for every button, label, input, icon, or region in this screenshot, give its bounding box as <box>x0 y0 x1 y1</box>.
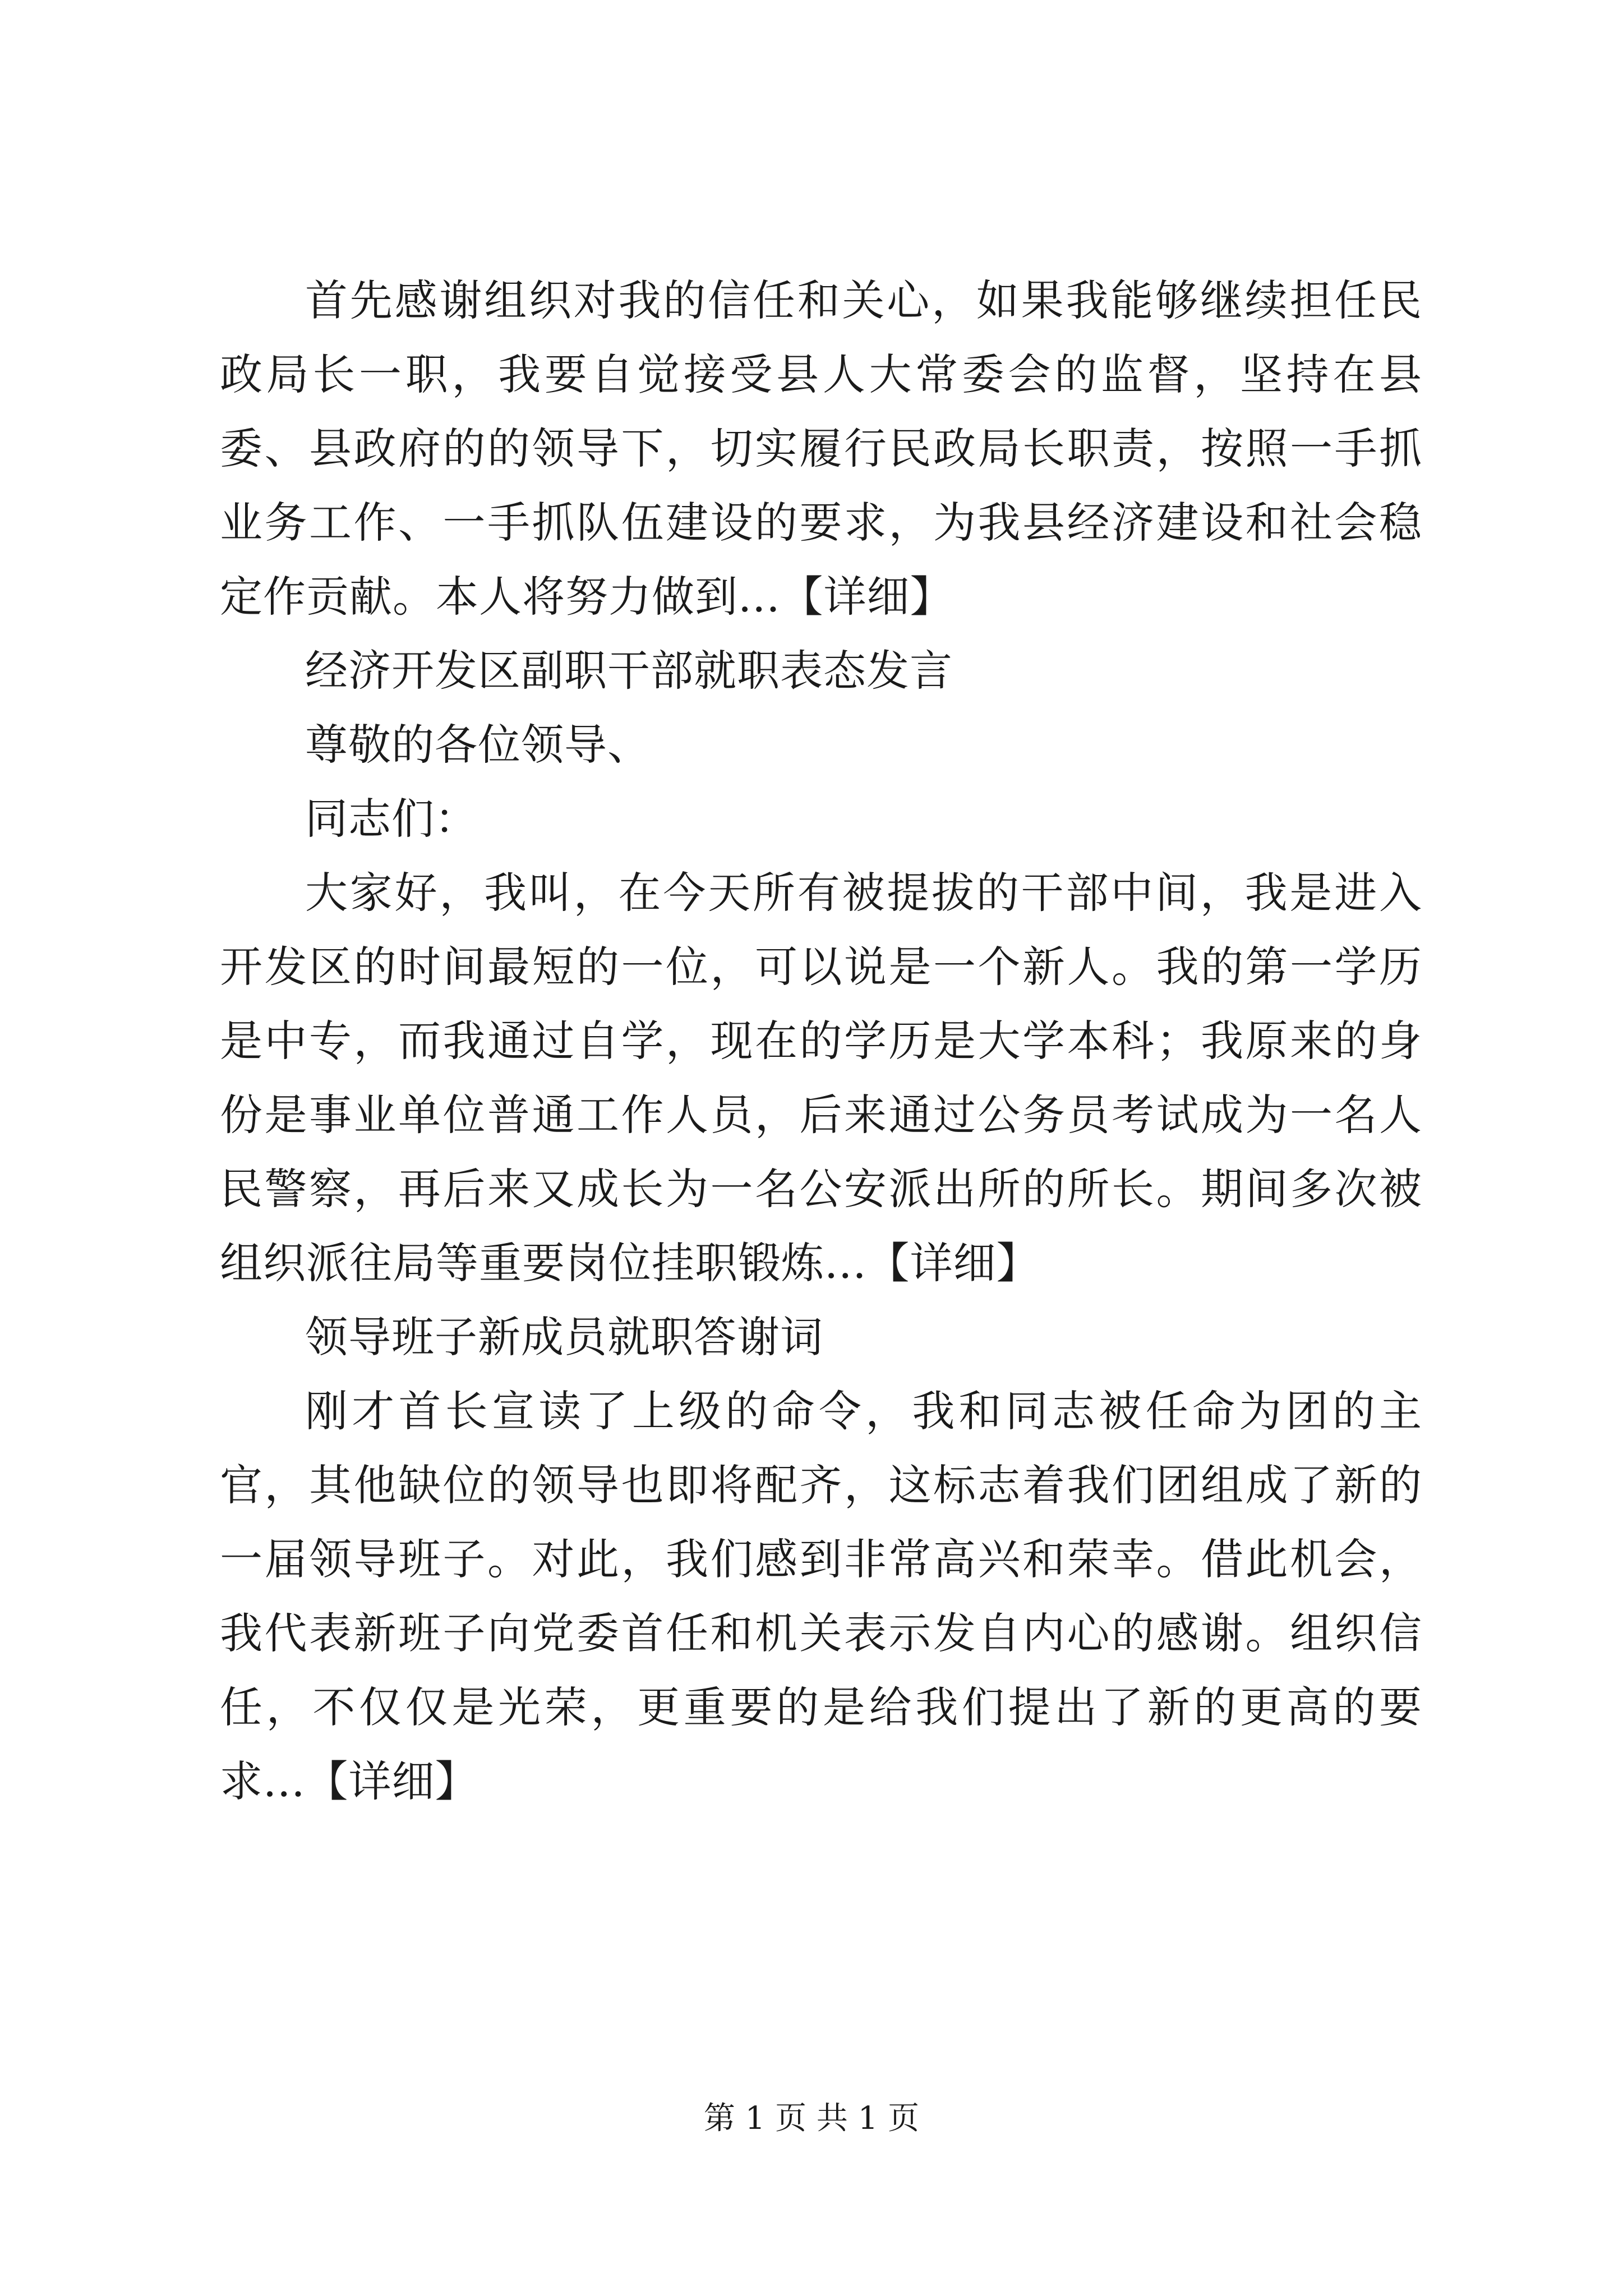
salutation-text: 同志们： <box>305 794 478 844</box>
paragraph-text: 刚才首长宣读了上级的命令，我和同志被任命为团的主官，其他缺位的领导也即将配齐，这标志着我们团组成了新的一届领导班子。对此，我们感到非常高兴和荣幸。借此机会，我代表新班子向党委首任和机关表示发自内心的感谢。组织信任，不仅仅是光荣，更重要的是给我们提出了新的更高的要求... <box>220 1386 1422 1806</box>
section-title-text[interactable]: 领导班子新成员就职答谢词 <box>305 1312 823 1362</box>
paragraph-intro <box>220 264 1422 634</box>
salutation-line <box>220 782 1422 856</box>
section-title-leadership-thanks <box>220 1300 1422 1374</box>
document-body <box>220 264 1422 1819</box>
paragraph-text: 首先感谢组织对我的信任和关心，如果我能够继续担任民政局长一职，我要自觉接受县人大常委会的监督，坚持在县委、县政府的的领导下，切实履行民政局长职责，按照一手抓业务工作、一手抓队伍建设的要求，为我县经济建设和社会稳定作贡献。本人将努力做到... <box>220 275 1422 622</box>
paragraph-self-introduction <box>220 856 1422 1300</box>
paragraph-thanks-speech <box>220 1374 1422 1819</box>
paragraph-text: 大家好，我叫，在今天所有被提拔的干部中间，我是进入开发区的时间最短的一位，可以说是一个新人。我的第一学历是中专，而我通过自学，现在的学历是大学本科；我原来的身份是事业单位普通工作人员，后来通过公务员考试成为一名人民警察，再后来又成长为一名公安派出所的所长。期间多次被组织派往局等重要岗位挂职锻炼... <box>220 868 1422 1288</box>
section-title-development-zone <box>220 634 1422 708</box>
detail-link[interactable]: 【详细】 <box>780 572 953 622</box>
section-title-text[interactable]: 经济开发区副职干部就职表态发言 <box>305 646 953 696</box>
page-number: 第 1 页 共 1 页 <box>703 2100 920 2137</box>
greeting-text: 尊敬的各位领导、 <box>305 720 651 770</box>
detail-link[interactable]: 【详细】 <box>866 1238 1040 1288</box>
detail-link[interactable]: 【详细】 <box>305 1756 478 1806</box>
greeting-line <box>220 708 1422 782</box>
page-footer <box>0 2099 1623 2138</box>
